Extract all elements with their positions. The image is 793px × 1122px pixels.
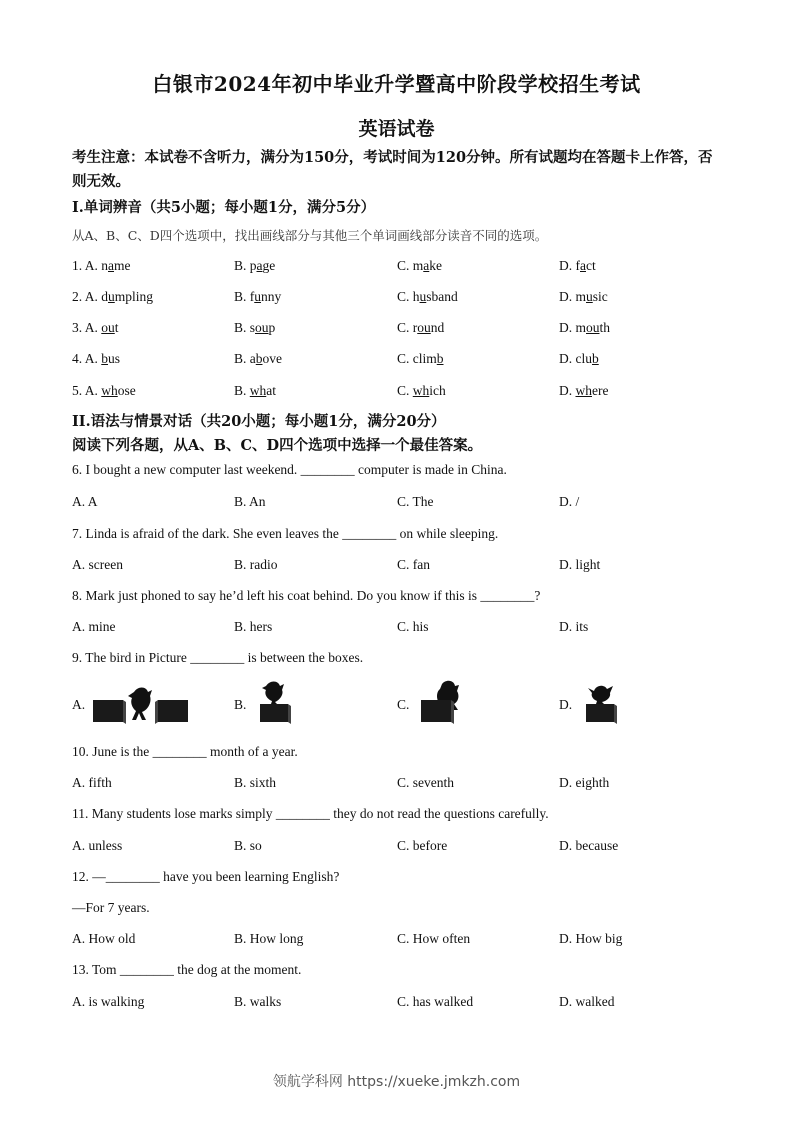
option: D. light (559, 557, 601, 572)
exam-title: 白银市2024年初中毕业升学暨高中阶段学校招生考试 (152, 72, 641, 96)
option: D. mouth (559, 320, 611, 335)
option: 3. A. out (72, 320, 119, 335)
option: C. husband (397, 289, 458, 304)
option: A. fifth (72, 775, 112, 790)
option: B. How long (234, 931, 304, 946)
option: C. round (397, 320, 445, 335)
option: D. club (559, 351, 599, 366)
option: C. climb (397, 351, 444, 366)
option: A. A (72, 494, 98, 509)
option: B. soup (234, 320, 276, 335)
option: D. fact (559, 258, 596, 273)
question-stem: 6. I bought a new computer last weekend. ________ computer is made in China. (72, 462, 507, 477)
option: B. hers (234, 619, 273, 634)
question-stem: 10. June is the ________ month of a year. (72, 744, 298, 759)
section-1-instruction: 从A、B、C、D四个选项中，找出画线部分与其他三个单词画线部分读音不同的选项。 (72, 228, 548, 243)
option: C. which (397, 383, 446, 398)
option: 2. A. dumpling (72, 289, 154, 304)
option: A. How old (72, 931, 136, 946)
option: D. (559, 697, 573, 712)
option: A. is walking (72, 994, 145, 1009)
option: C. make (397, 258, 443, 273)
question-stem: 8. Mark just phoned to say he’d left his coat behind. Do you know if this is ________? (72, 588, 541, 603)
option: B. so (234, 838, 262, 853)
section-1-heading: I.单词辨音（共5小题；每小题1分，满分5分） (72, 199, 376, 216)
question-stem: 13. Tom ________ the dog at the moment. (72, 962, 302, 977)
section-2-heading: II.语法与情景对话（共20小题；每小题1分，满分20分） (72, 413, 446, 430)
question-stem: 7. Linda is afraid of the dark. She even leaves the ________ on while sleeping. (72, 526, 499, 541)
option: A. screen (72, 557, 123, 572)
option: B. funny (234, 289, 282, 304)
section-2-instruction: 阅读下列各题，从A、B、C、D四个选项中选择一个最佳答案。 (72, 437, 483, 454)
option: A. mine (72, 619, 116, 634)
option: C. seventh (397, 775, 454, 790)
option: D. How big (559, 931, 623, 946)
option: D. music (559, 289, 608, 304)
option: C. fan (397, 557, 430, 572)
option: B. above (234, 351, 282, 366)
option: 5. A. whose (72, 383, 136, 398)
option: C. (397, 697, 410, 712)
option: B. radio (234, 557, 278, 572)
option: B. An (234, 494, 266, 509)
question-reply: —For 7 years. (72, 900, 150, 915)
option: C. The (397, 494, 434, 509)
option: 4. A. bus (72, 351, 121, 366)
option: D. where (559, 383, 609, 398)
option: B. walks (234, 994, 282, 1009)
option: B. sixth (234, 775, 277, 790)
bird-above-box-picture (580, 682, 620, 724)
bird-on-box-picture (254, 680, 294, 724)
option: B. what (234, 383, 277, 398)
option: C. before (397, 838, 448, 853)
option: A. unless (72, 838, 123, 853)
option: D. its (559, 619, 589, 634)
exam-subtitle: 英语试卷 (358, 118, 435, 140)
option: D. because (559, 838, 619, 853)
bird-between-boxes-picture (92, 684, 190, 724)
option: C. How often (397, 931, 471, 946)
option: C. has walked (397, 994, 474, 1009)
option: A. (72, 697, 86, 712)
question-stem: 12. —________ have you been learning English? (72, 869, 340, 884)
question-stem: 9. The bird in Picture ________ is between the boxes. (72, 650, 364, 665)
option: B. page (234, 258, 276, 273)
option: D. walked (559, 994, 615, 1009)
option: D. / (559, 494, 580, 509)
option: B. (234, 697, 247, 712)
bird-behind-box-picture (418, 680, 464, 724)
option: D. eighth (559, 775, 610, 790)
exam-notice: 考生注意：本试卷不含听力，满分为150分，考试时间为120分钟。所有试题均在答题卡上作答，否则无效。 (72, 149, 713, 190)
option: 1. A. name (72, 258, 131, 273)
option: C. his (397, 619, 429, 634)
question-stem: 11. Many students lose marks simply ________ they do not read the questions carefully. (72, 806, 549, 821)
footer-watermark: 领航学科网 https://xueke.jmkzh.com (272, 1074, 521, 1090)
